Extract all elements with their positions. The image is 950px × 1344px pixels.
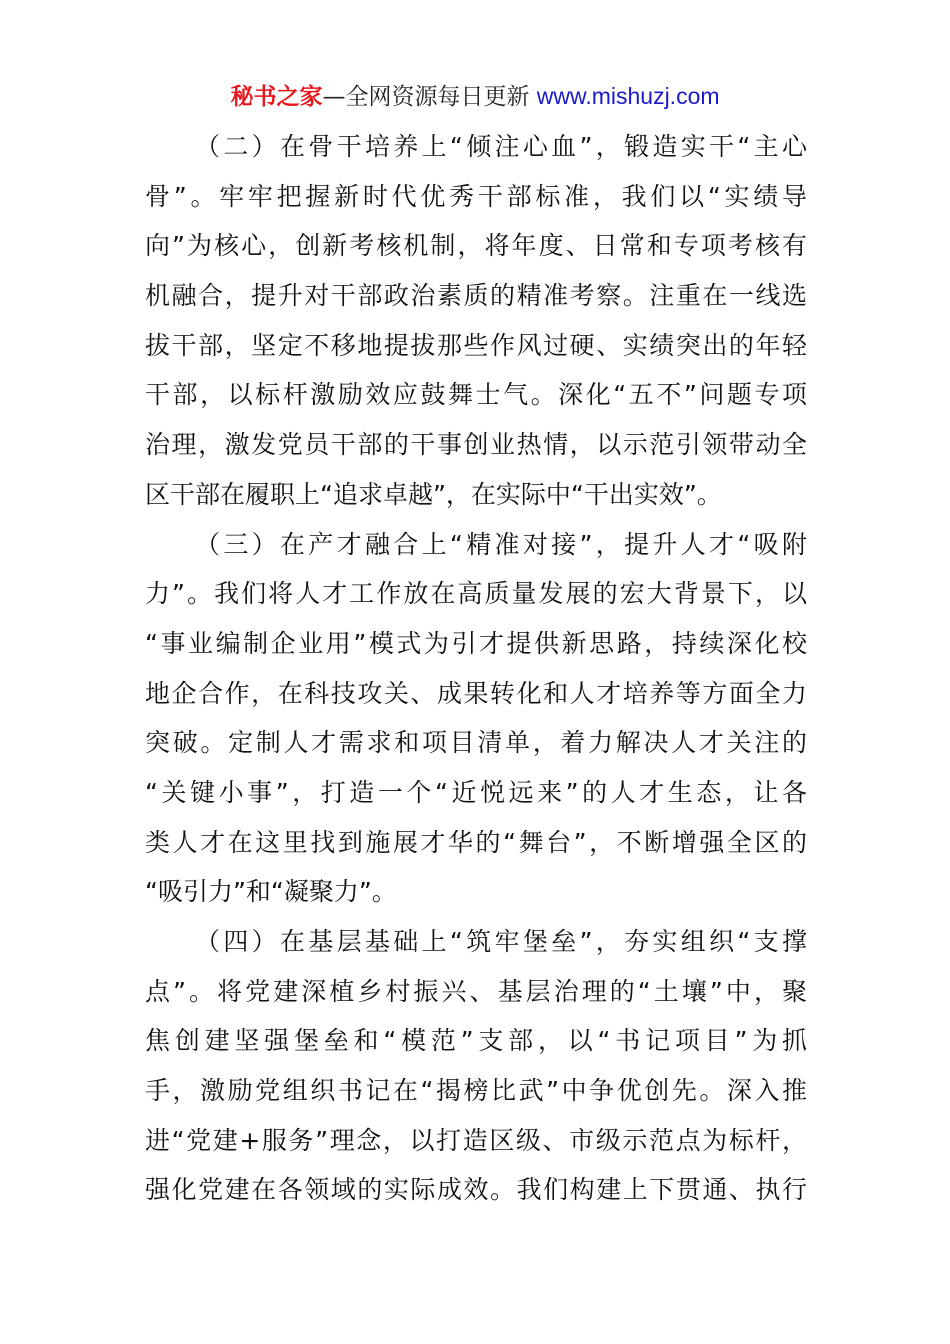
paragraph-cadre-training — [145, 122, 807, 520]
text-line: 类人才在这里找到施展才华的“舞台”，不断增强全区的 — [145, 827, 807, 857]
text-line: “关键小事”，打造一个“近悦远来”的人才生态，让各 — [145, 777, 807, 807]
text-line: 力”。我们将人才工作放在高质量发展的宏大背景下，以 — [145, 579, 807, 609]
text-line: 骨”。牢牢把握新时代优秀干部标准，我们以“实绩导 — [145, 181, 807, 211]
site-header — [0, 80, 950, 113]
text-line: 焦创建坚强堡垒和“模范”支部，以“书记项目”为抓 — [145, 1026, 807, 1056]
text-line: 治理，激发党员干部的干事创业热情，以示范引领带动全 — [145, 430, 807, 460]
text-line: 突破。定制人才需求和项目清单，着力解决人才关注的 — [145, 728, 807, 758]
text-line: 进“党建+服务”理念，以打造区级、市级示范点为标杆， — [145, 1125, 807, 1155]
text-line: 向”为核心，创新考核机制，将年度、日常和专项考核有 — [145, 231, 807, 261]
header-tagline: —全网资源每日更新 — [322, 84, 530, 110]
site-url-link[interactable]: www.mishuzj.com — [536, 83, 720, 109]
text-line: 干部，以标杆激励效应鼓舞士气。深化“五不”问题专项 — [145, 380, 807, 410]
text-line: 拔干部，坚定不移地提拔那些作风过硬、实绩突出的年轻 — [145, 330, 807, 360]
paragraph-grassroots-foundation — [145, 917, 807, 1215]
text-line: 手，激励党组织书记在“揭榜比武”中争优创先。深入推 — [145, 1076, 807, 1106]
text-line: 强化党建在各领域的实际成效。我们构建上下贯通、执行 — [145, 1175, 807, 1205]
text-line: 地企合作，在科技攻关、成果转化和人才培养等方面全力 — [145, 678, 807, 708]
text-line: 点”。将党建深植乡村振兴、基层治理的“土壤”中，聚 — [145, 976, 807, 1006]
document-body — [145, 122, 807, 1215]
text-line: （二）在骨干培养上“倾注心血”，锻造实干“主心 — [195, 132, 807, 161]
text-line: （四）在基层基础上“筑牢堡垒”，夯实组织“支撑 — [195, 927, 807, 956]
text-line: （三）在产才融合上“精准对接”，提升人才“吸附 — [195, 529, 807, 559]
text-line: “吸引力”和“凝聚力”。 — [145, 877, 397, 907]
paragraph-talent-integration — [145, 520, 807, 918]
brand-name: 秘书之家 — [230, 84, 323, 110]
text-line: 区干部在履职上“追求卓越”，在实际中“干出实效”。 — [145, 479, 722, 509]
text-line: “事业编制企业用”模式为引才提供新思路，持续深化校 — [145, 628, 807, 658]
text-line: 机融合，提升对干部政治素质的精准考察。注重在一线选 — [145, 281, 807, 311]
